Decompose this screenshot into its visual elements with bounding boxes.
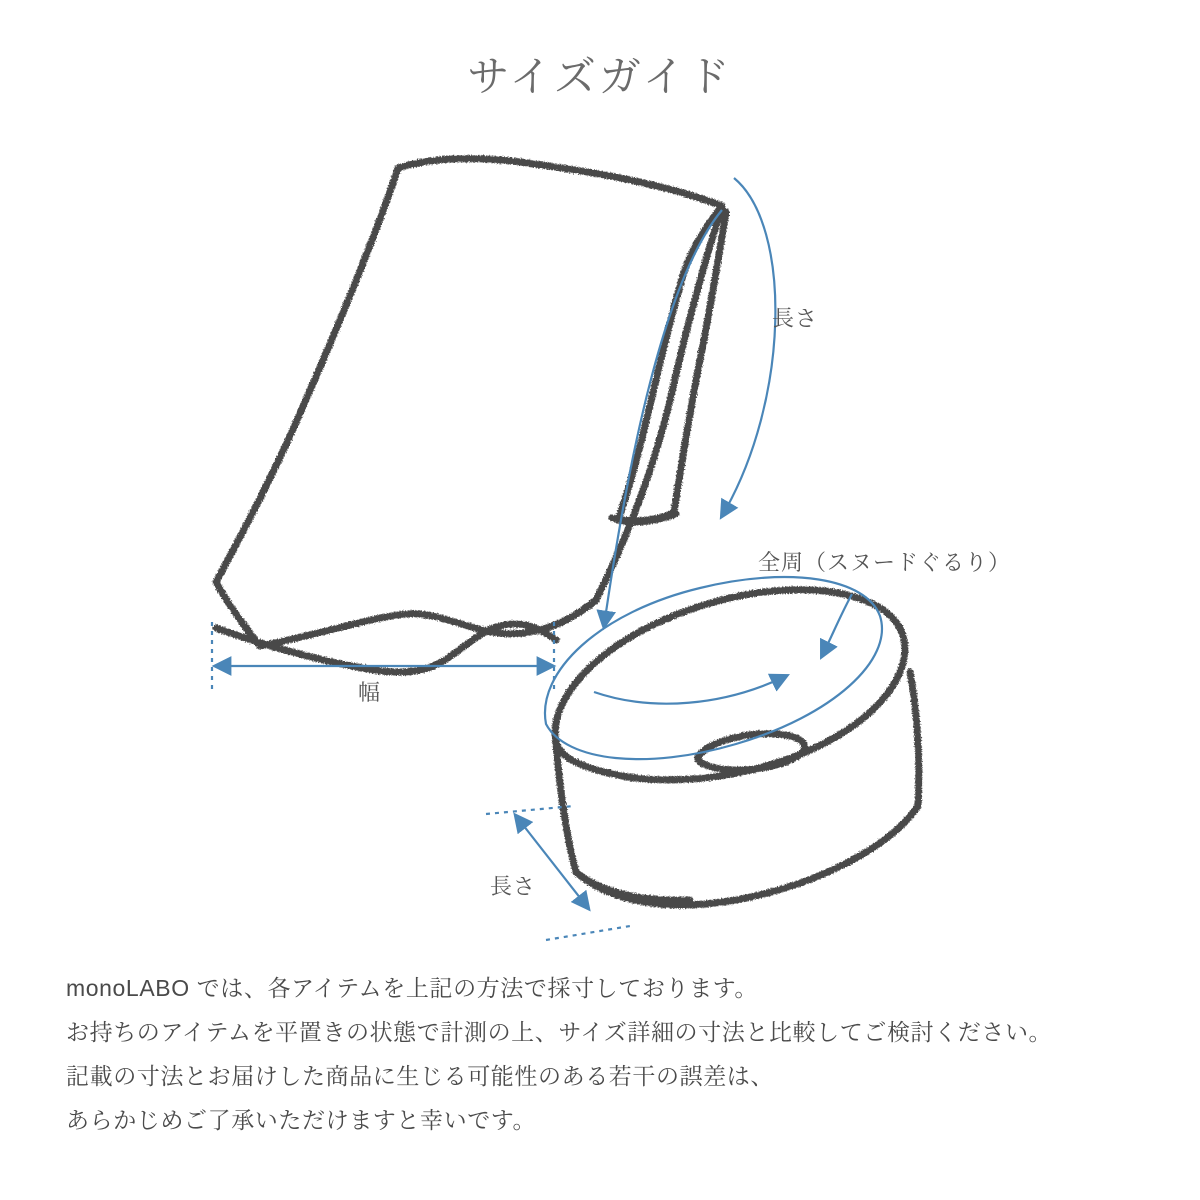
circumference-flow-arrow: [594, 676, 786, 704]
note-line-3: 記載の寸法とお届けした商品に生じる可能性のある若干の誤差は、: [66, 1063, 774, 1089]
notes-block: [66, 966, 1166, 1142]
page-title: サイズガイド: [467, 53, 733, 100]
label-circumference-snood: 全周（スヌードぐるり）: [758, 550, 1012, 575]
note-line-1: monoLABO では、各アイテムを上記の方法で採寸しております。: [66, 975, 759, 1001]
snood-length-guide-bottom: [546, 926, 630, 940]
snood-sketch: [555, 590, 919, 905]
label-length-stole: 長さ: [772, 306, 819, 331]
circumference-pointer: [822, 594, 852, 656]
note-line-4: あらかじめご了承いただけますと幸いです。: [66, 1107, 537, 1133]
stole-sketch: [216, 159, 726, 672]
length-arrow-outer: [722, 178, 775, 516]
label-width-stole: 幅: [358, 680, 382, 705]
note-line-2: お持ちのアイテムを平置きの状態で計測の上、サイズ詳細の寸法と比較してご検討ください。: [66, 1019, 1053, 1045]
label-length-snood: 長さ: [490, 874, 537, 899]
